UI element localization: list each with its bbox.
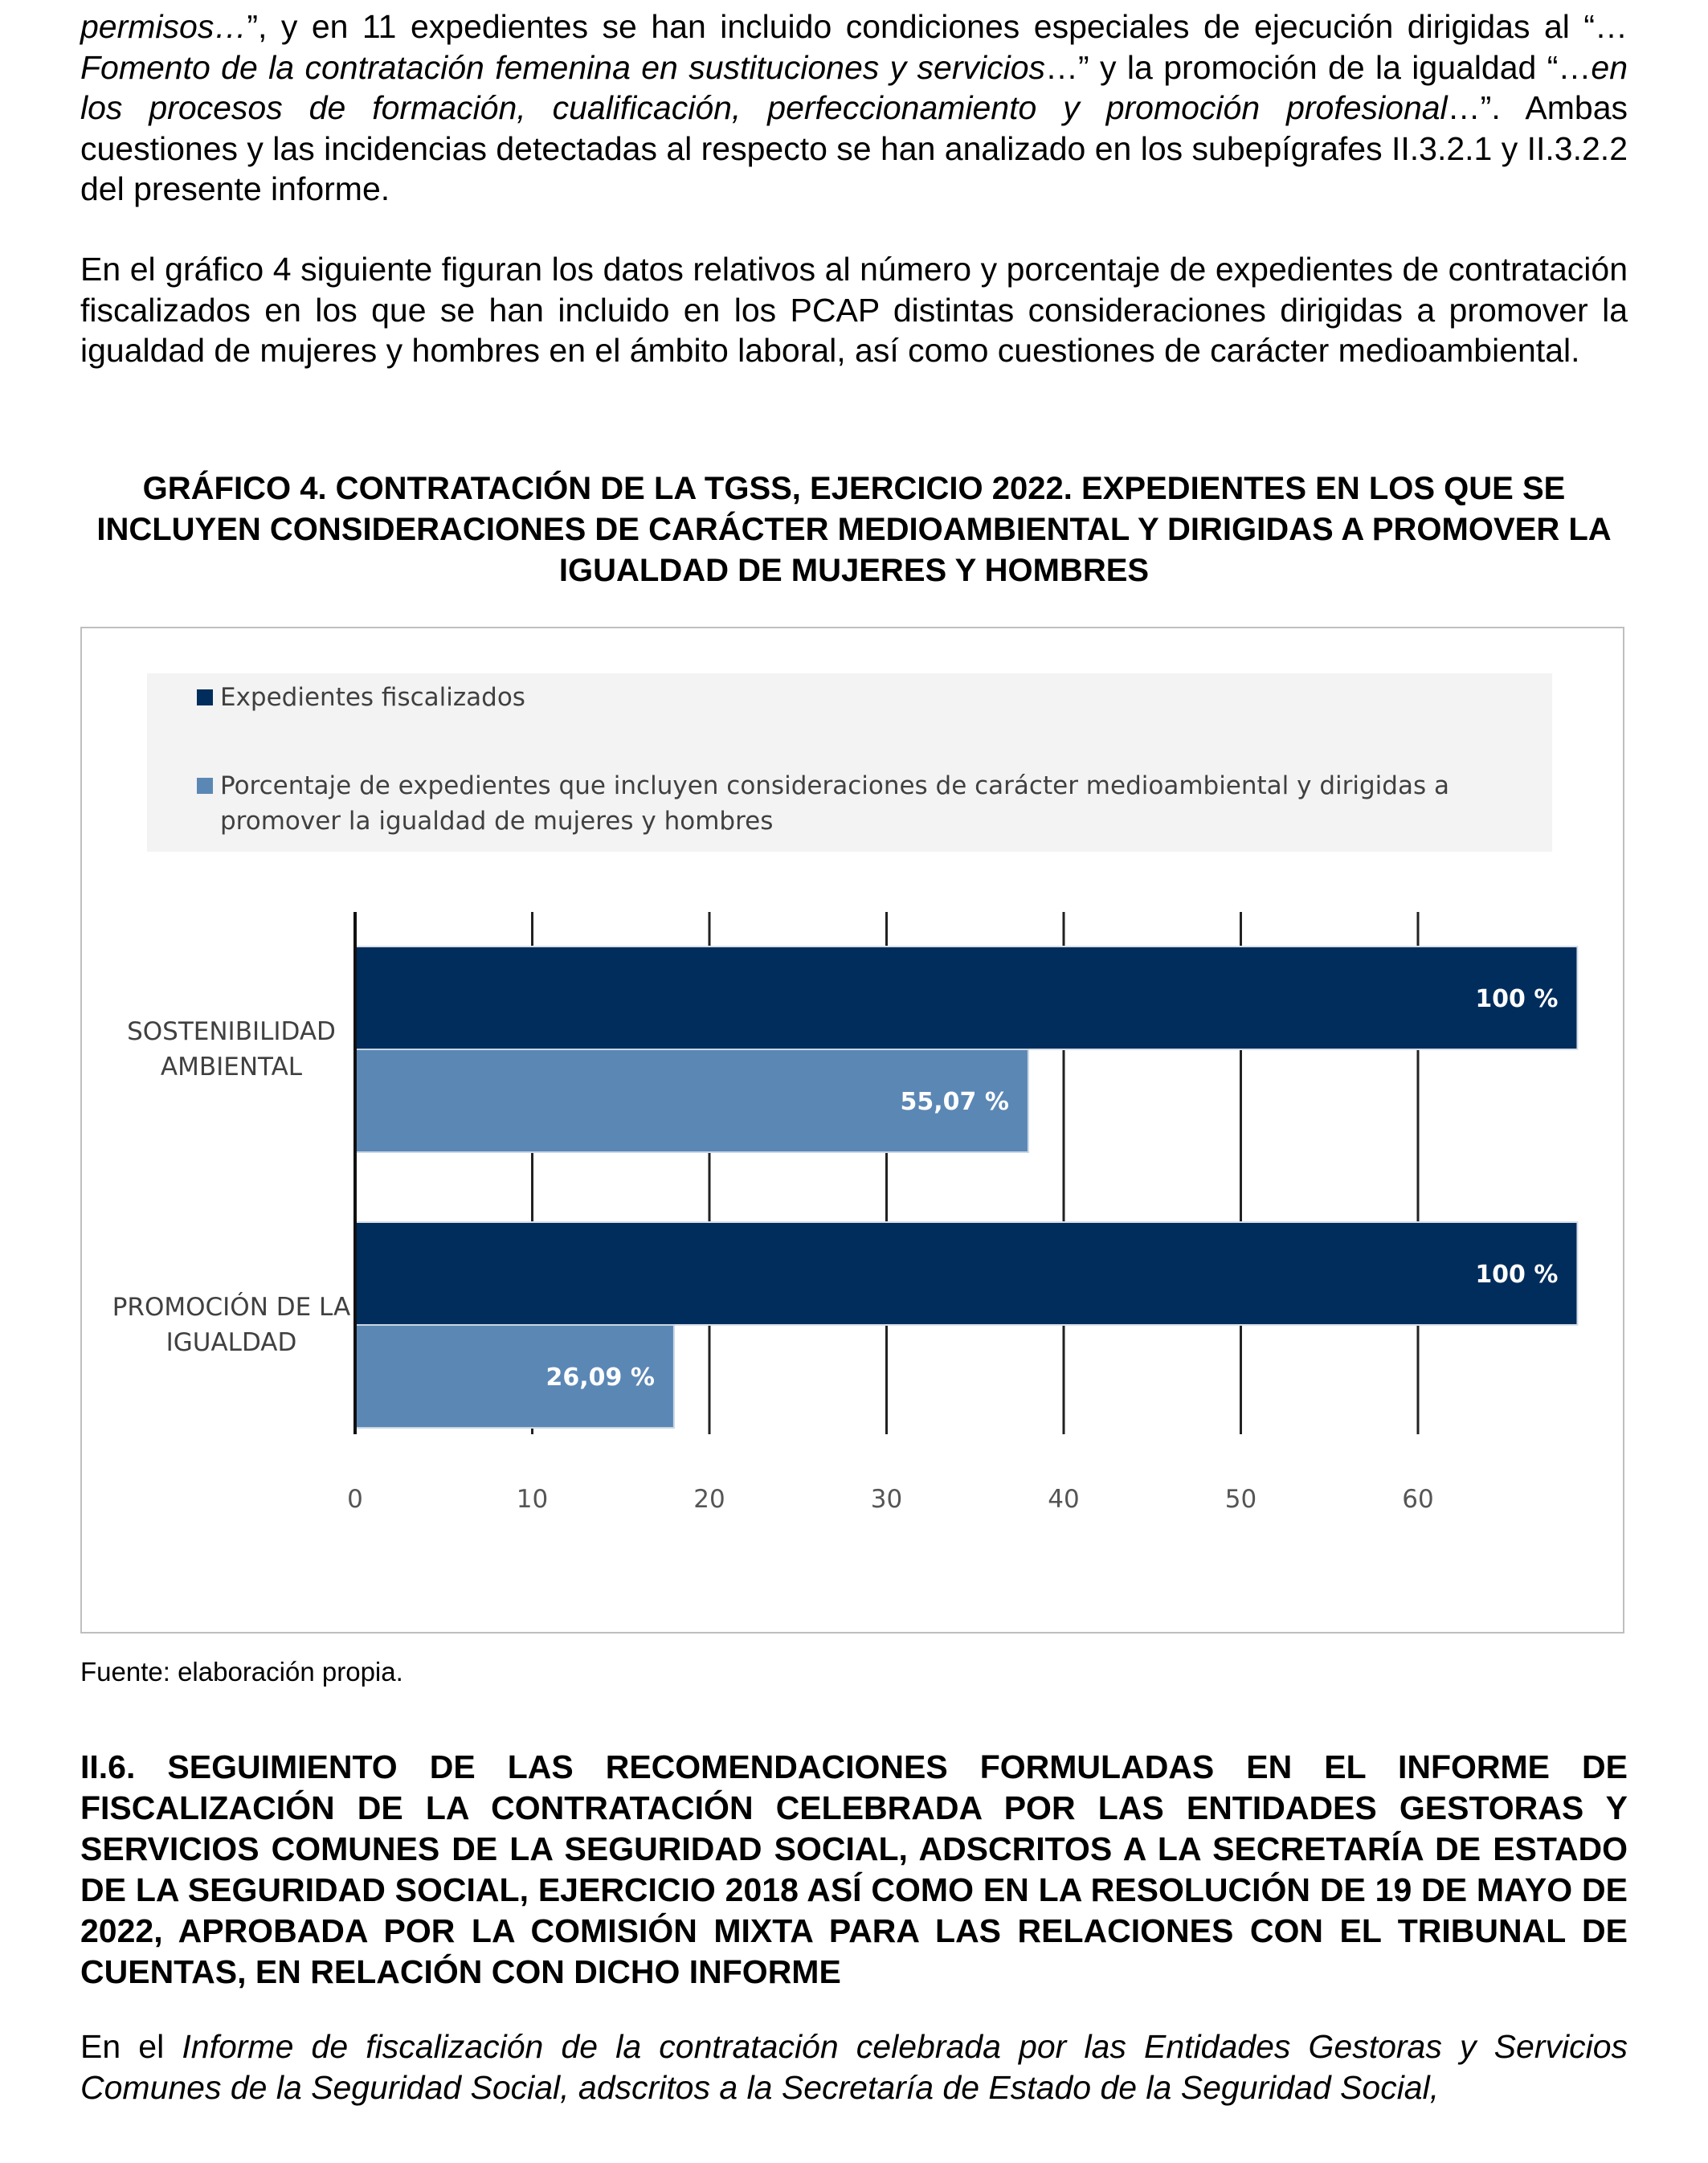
closing-paragraph [80,2026,1628,2108]
figure-source: Fuente: elaboración propia. [80,1657,403,1687]
bar-expedientes [355,1222,1577,1325]
intro-paragraph-run: en los procesos de formación, cualificación, perfeccionamiento y promoción profesional [80,48,1628,126]
category-label: SOSTENIBILIDAD [127,1017,336,1046]
data-label: 100 % [1475,985,1559,1013]
figure-title: GRÁFICO 4. CONTRATACIÓN DE LA TGSS, EJERCICIO 2022. EXPEDIENTES EN LOS QUE SE INCLUYEN CONSIDERACIONES DE CARÁCTER MEDIOAMBIENTAL Y DIRIGIDAS A PROMOVER LA IGUALDAD DE MUJERES Y HOMBRES [96,471,1612,588]
legend-label-expedientes: Expedientes fiscalizados [220,683,525,712]
x-tick-label: 20 [693,1485,725,1514]
intro-paragraph-run: Fomento de la contratación femenina en sustituciones y servicios [80,48,1045,86]
section-heading: II.6. SEGUIMIENTO DE LAS RECOMENDACIONES FORMULADAS EN EL INFORME DE FISCALIZACIÓN DE LA CONTRATACIÓN CELEBRADA POR LAS ENTIDADES GESTORAS Y SERVICIOS COMUNES DE LA SEGURIDAD SOCIAL, ADSCRITOS A LA SECRETARÍA DE ESTADO DE LA SEGURIDAD SOCIAL, EJERCICIO 2018 ASÍ COMO EN LA RESOLUCIÓN DE 19 DE MAYO DE 2022, APROBADA POR LA COMISIÓN MIXTA PARA LAS RELACIONES CON EL TRIBUNAL DE CUENTAS, EN RELACIÓN CON DICHO INFORME [80,1748,1628,1990]
x-tick-label: 40 [1048,1485,1080,1514]
closing-paragraph-run: En el [80,2028,182,2065]
x-tick-label: 0 [347,1485,363,1514]
data-label: 26,09 % [545,1364,655,1392]
data-label: 55,07 % [900,1088,1009,1116]
bar-expedientes [355,947,1577,1049]
data-label: 100 % [1475,1261,1559,1289]
intro-paragraph-run: permisos… [80,8,247,45]
x-tick-label: 60 [1402,1485,1434,1514]
intro-paragraph-run: …”. Ambas cuestiones y las incidencias detectadas al respecto se han analizado en los subepígrafes II.3.2.1 y II.3.2.2 del presente informe. [80,89,1628,207]
x-tick-label: 50 [1224,1485,1257,1514]
category-label: PROMOCIÓN DE LA [112,1293,351,1322]
intro-paragraph-run: …” y la promoción de la igualdad “… [1045,48,1592,86]
closing-paragraph-run: Informe de fiscalización de la contratación celebrada por las Entidades Gestoras y Servicios Comunes de la Seguridad Social, adscritos a la Secretaría de Estado de la Seguridad Social, [80,2028,1628,2106]
chart-intro-paragraph: En el gráfico 4 siguiente figuran los datos relativos al número y porcentaje de expedientes de contratación fiscalizados en los que se han incluido en los PCAP distintas consideraciones dirigidas a promover la igualdad de mujeres y hombres en el ámbito laboral, así como cuestiones de carácter medioambiental. [80,251,1628,369]
x-tick-label: 10 [516,1485,549,1514]
legend-label-porcentaje: Porcentaje de expedientes que incluyen consideraciones de carácter medioambiental y dirigidas a promover la igualdad de mujeres y hombres [220,771,1449,836]
category-label: IGUALDAD [165,1328,297,1357]
category-label: AMBIENTAL [160,1053,303,1082]
intro-paragraph-run: ”, y en 11 expedientes se han incluido condiciones especiales de ejecución dirigidas al “… [247,8,1628,45]
x-tick-label: 30 [870,1485,903,1514]
